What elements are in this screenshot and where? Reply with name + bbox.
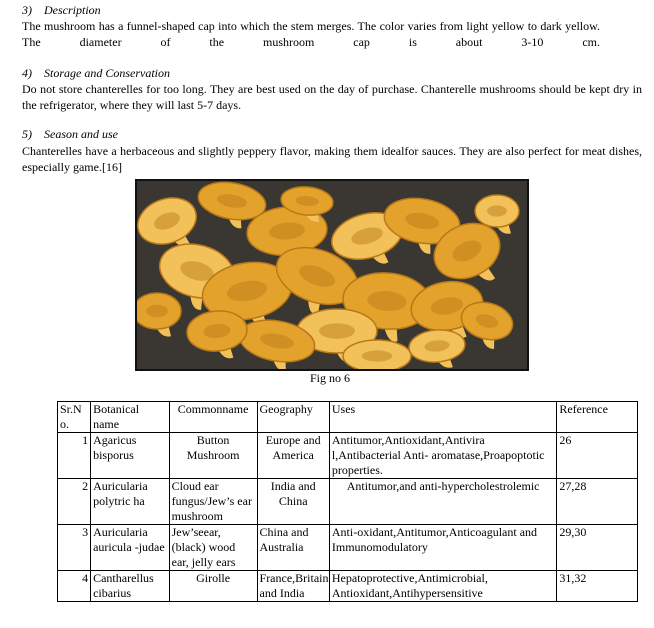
mushroom-gills	[146, 305, 168, 318]
section-heading-description	[22, 3, 101, 18]
cell-common-name: Jew’seear,(black) wood ear, jelly ears	[169, 525, 257, 571]
cell-reference: 31,32	[557, 571, 638, 602]
cell-botanical-name: Agaricus bisporus	[91, 433, 170, 479]
table-row	[58, 571, 638, 602]
header-botanical-name: Botanical name	[91, 402, 170, 433]
cell-sr-no: 4	[58, 571, 91, 602]
table-header-row	[58, 402, 638, 433]
cell-geography: China and Australia	[257, 525, 329, 571]
figure-caption: Fig no 6	[309, 371, 350, 385]
cell-reference: 26	[557, 433, 638, 479]
cell-reference: 29,30	[557, 525, 638, 571]
section-heading-storage	[22, 66, 170, 81]
chanterelle-illustration	[137, 181, 527, 369]
cell-sr-no: 1	[58, 433, 91, 479]
description-paragraph: The mushroom has a funnel-shaped cap into which the stem merges. The color varies from light yellow to dark yellow. The diameter of the mushroom cap is about 3-10 cm.	[22, 19, 600, 49]
cell-sr-no: 3	[58, 525, 91, 571]
section-number: 3)	[22, 3, 32, 17]
cell-common-name: Button Mushroom	[169, 433, 257, 479]
cell-botanical-name: Auricularia auricula -judae	[91, 525, 170, 571]
header-uses: Uses	[329, 402, 556, 433]
storage-paragraph: Do not store chanterelles for too long. They are best used on the day of purchase. Chanterelle mushrooms should be kept dry in the refrigerator, where they will last 5-7 days.	[22, 82, 642, 112]
cell-uses: Antitumor,Antioxidant,Antivira l,Antibacterial Anti- aromatase,Proapoptotic properties.	[329, 433, 556, 479]
section-heading-season	[22, 127, 118, 142]
mushroom-gills	[487, 205, 507, 216]
cell-uses: Anti-oxidant,Antitumor,Anticoagulant and Immunomodulatory	[329, 525, 556, 571]
chanterelle-photo	[135, 179, 529, 371]
header-sr-no: Sr.N o.	[58, 402, 91, 433]
season-paragraph: Chanterelles have a herbaceous and slightly peppery flavor, making them idealfor sauces. They are also perfect for meat dishes, especially game.[16]	[22, 144, 642, 174]
cell-uses: Hepatoprotective,Antimicrobial, Antioxidant,Antihypersensitive	[329, 571, 556, 602]
mushroom-gills	[319, 323, 355, 338]
header-reference: Reference	[557, 402, 638, 433]
cell-sr-no: 2	[58, 479, 91, 525]
section-title: Storage and Conservation	[44, 66, 170, 80]
header-geography: Geography	[257, 402, 329, 433]
section-title: Description	[44, 3, 101, 17]
section-title: Season and use	[44, 127, 118, 141]
cell-uses: Antitumor,and anti-hypercholestrolemic	[329, 479, 556, 525]
cell-common-name: Cloud ear fungus/Jew’s ear mushroom	[169, 479, 257, 525]
cell-geography: France,Britain and India	[257, 571, 329, 602]
header-common-name: Commonname	[169, 402, 257, 433]
section-number: 4)	[22, 66, 32, 80]
cell-botanical-name: Cantharellus cibarius	[91, 571, 170, 602]
table-row	[58, 433, 638, 479]
cell-reference: 27,28	[557, 479, 638, 525]
cell-geography: India and China	[257, 479, 329, 525]
mushroom-table	[57, 401, 638, 602]
cell-geography: Europe and America	[257, 433, 329, 479]
cell-botanical-name: Auricularia polytric ha	[91, 479, 170, 525]
table-row	[58, 525, 638, 571]
mushroom-gills	[362, 350, 393, 361]
cell-common-name: Girolle	[169, 571, 257, 602]
section-number: 5)	[22, 127, 32, 141]
table-row	[58, 479, 638, 525]
